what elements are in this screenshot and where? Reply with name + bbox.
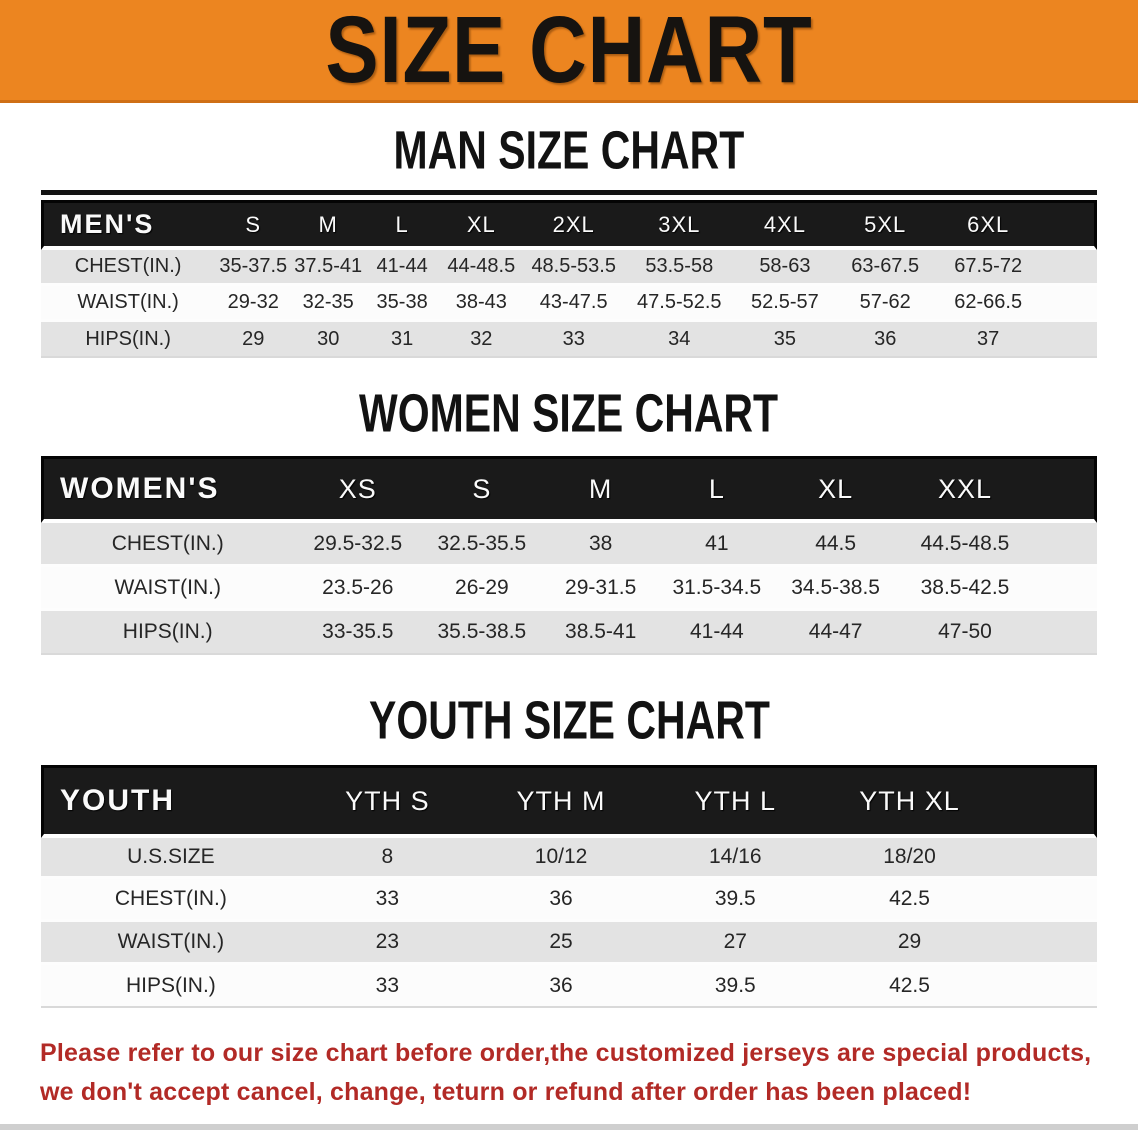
size-value-cell: 41-44 xyxy=(365,250,439,286)
row-label: CHEST(IN.) xyxy=(41,879,301,922)
size-value-cell: 14/16 xyxy=(648,838,822,879)
table-row xyxy=(41,879,1097,922)
youth-size-grid xyxy=(41,765,1097,1008)
size-value-cell: 31.5-34.5 xyxy=(659,567,775,611)
size-column-header: L xyxy=(659,456,775,523)
table-row xyxy=(41,838,1097,879)
size-column-header: YTH S xyxy=(301,765,474,838)
womens-size-table xyxy=(41,456,1097,655)
youth-section-heading-text: YOUTH SIZE CHART xyxy=(368,689,770,751)
size-column-header: M xyxy=(291,200,365,250)
size-value-cell: 18/20 xyxy=(822,838,996,879)
size-value-cell: 36 xyxy=(835,322,935,358)
row-label: CHEST(IN.) xyxy=(41,523,294,567)
phantom-cell xyxy=(997,765,1097,838)
size-value-cell: 35 xyxy=(735,322,835,358)
size-header-row xyxy=(41,200,1097,250)
size-value-cell: 63-67.5 xyxy=(835,250,935,286)
size-value-cell: 33-35.5 xyxy=(294,611,421,655)
corner-label: MEN'S xyxy=(41,200,215,250)
disclaimer-text xyxy=(40,1034,1138,1112)
phantom-cell xyxy=(1034,611,1097,655)
size-value-cell: 31 xyxy=(365,322,439,358)
size-value-cell: 34 xyxy=(624,322,735,358)
size-column-header: 6XL xyxy=(935,200,1041,250)
size-value-cell: 29.5-32.5 xyxy=(294,523,421,567)
size-header-row xyxy=(41,456,1097,523)
row-label: WAIST(IN.) xyxy=(41,567,294,611)
size-value-cell: 38-43 xyxy=(439,286,523,322)
table-row xyxy=(41,523,1097,567)
size-column-header: YTH M xyxy=(474,765,648,838)
size-column-header: YTH L xyxy=(648,765,822,838)
size-value-cell: 29 xyxy=(822,922,996,965)
banner-title: SIZE CHART xyxy=(325,0,813,103)
size-column-header: S xyxy=(215,200,291,250)
size-value-cell: 44-48.5 xyxy=(439,250,523,286)
size-value-cell: 10/12 xyxy=(474,838,648,879)
size-value-cell: 32-35 xyxy=(291,286,365,322)
size-value-cell: 38.5-42.5 xyxy=(896,567,1033,611)
size-value-cell: 35.5-38.5 xyxy=(421,611,542,655)
size-value-cell: 38 xyxy=(543,523,659,567)
size-value-cell: 29-32 xyxy=(215,286,291,322)
size-value-cell: 62-66.5 xyxy=(935,286,1041,322)
mens-size-grid xyxy=(41,200,1097,358)
size-value-cell: 44.5 xyxy=(775,523,896,567)
youth-section-heading xyxy=(0,691,1138,749)
size-value-cell: 37.5-41 xyxy=(291,250,365,286)
size-value-cell: 52.5-57 xyxy=(735,286,835,322)
size-value-cell: 23 xyxy=(301,922,474,965)
row-label: CHEST(IN.) xyxy=(41,250,215,286)
size-column-header: XL xyxy=(775,456,896,523)
corner-label: WOMEN'S xyxy=(41,456,294,523)
phantom-cell xyxy=(1034,456,1097,523)
size-value-cell: 42.5 xyxy=(822,965,996,1008)
phantom-cell xyxy=(997,922,1097,965)
size-value-cell: 35-37.5 xyxy=(215,250,291,286)
size-value-cell: 67.5-72 xyxy=(935,250,1041,286)
size-value-cell: 47-50 xyxy=(896,611,1033,655)
size-value-cell: 26-29 xyxy=(421,567,542,611)
size-column-header: 3XL xyxy=(624,200,735,250)
row-label: WAIST(IN.) xyxy=(41,922,301,965)
mens-size-table xyxy=(41,190,1097,358)
size-column-header: 4XL xyxy=(735,200,835,250)
size-value-cell: 44.5-48.5 xyxy=(896,523,1033,567)
size-value-cell: 48.5-53.5 xyxy=(524,250,624,286)
row-label: WAIST(IN.) xyxy=(41,286,215,322)
size-value-cell: 8 xyxy=(301,838,474,879)
youth-size-table xyxy=(41,765,1097,1008)
size-value-cell: 36 xyxy=(474,879,648,922)
phantom-cell xyxy=(1034,523,1097,567)
size-value-cell: 43-47.5 xyxy=(524,286,624,322)
bottom-edge-rule xyxy=(0,1124,1138,1130)
row-label: HIPS(IN.) xyxy=(41,611,294,655)
man-section-heading-text: MAN SIZE CHART xyxy=(393,119,745,181)
size-value-cell: 34.5-38.5 xyxy=(775,567,896,611)
size-value-cell: 23.5-26 xyxy=(294,567,421,611)
size-column-header: L xyxy=(365,200,439,250)
size-value-cell: 33 xyxy=(524,322,624,358)
size-column-header: XL xyxy=(439,200,523,250)
size-column-header: YTH XL xyxy=(822,765,996,838)
size-value-cell: 32 xyxy=(439,322,523,358)
row-label: HIPS(IN.) xyxy=(41,322,215,358)
row-label: HIPS(IN.) xyxy=(41,965,301,1008)
disclaimer-line-2: we don't accept cancel, change, teturn or refund after order has been placed! xyxy=(40,1078,972,1106)
size-column-header: XXL xyxy=(896,456,1033,523)
size-column-header: XS xyxy=(294,456,421,523)
size-value-cell: 53.5-58 xyxy=(624,250,735,286)
size-value-cell: 44-47 xyxy=(775,611,896,655)
phantom-cell xyxy=(997,838,1097,879)
table-row xyxy=(41,250,1097,286)
table-row xyxy=(41,567,1097,611)
women-section-heading-text: WOMEN SIZE CHART xyxy=(359,382,779,444)
size-value-cell: 33 xyxy=(301,965,474,1008)
size-value-cell: 32.5-35.5 xyxy=(421,523,542,567)
size-column-header: M xyxy=(543,456,659,523)
phantom-cell xyxy=(997,879,1097,922)
women-section-heading xyxy=(0,384,1138,442)
phantom-cell xyxy=(1034,567,1097,611)
size-value-cell: 38.5-41 xyxy=(543,611,659,655)
size-column-header: 2XL xyxy=(524,200,624,250)
size-value-cell: 39.5 xyxy=(648,965,822,1008)
size-value-cell: 33 xyxy=(301,879,474,922)
size-column-header: S xyxy=(421,456,542,523)
table-top-rule xyxy=(41,190,1097,195)
size-column-header: 5XL xyxy=(835,200,935,250)
phantom-cell xyxy=(1041,250,1097,286)
phantom-cell xyxy=(997,965,1097,1008)
disclaimer-line-1: Please refer to our size chart before order,the customized jerseys are special products, xyxy=(40,1039,1092,1067)
size-value-cell: 37 xyxy=(935,322,1041,358)
size-value-cell: 27 xyxy=(648,922,822,965)
table-row xyxy=(41,322,1097,358)
size-value-cell: 41 xyxy=(659,523,775,567)
size-chart-banner xyxy=(0,0,1138,103)
size-value-cell: 35-38 xyxy=(365,286,439,322)
phantom-cell xyxy=(1041,322,1097,358)
size-value-cell: 29 xyxy=(215,322,291,358)
size-value-cell: 58-63 xyxy=(735,250,835,286)
table-row xyxy=(41,611,1097,655)
table-row xyxy=(41,965,1097,1008)
phantom-cell xyxy=(1041,286,1097,322)
size-header-row xyxy=(41,765,1097,838)
size-value-cell: 36 xyxy=(474,965,648,1008)
size-value-cell: 29-31.5 xyxy=(543,567,659,611)
phantom-cell xyxy=(1041,200,1097,250)
man-section-heading xyxy=(0,121,1138,179)
size-value-cell: 25 xyxy=(474,922,648,965)
size-value-cell: 57-62 xyxy=(835,286,935,322)
table-row xyxy=(41,286,1097,322)
size-value-cell: 30 xyxy=(291,322,365,358)
womens-size-grid xyxy=(41,456,1097,655)
row-label: U.S.SIZE xyxy=(41,838,301,879)
table-row xyxy=(41,922,1097,965)
size-value-cell: 42.5 xyxy=(822,879,996,922)
size-value-cell: 41-44 xyxy=(659,611,775,655)
size-value-cell: 39.5 xyxy=(648,879,822,922)
corner-label: YOUTH xyxy=(41,765,301,838)
size-value-cell: 47.5-52.5 xyxy=(624,286,735,322)
